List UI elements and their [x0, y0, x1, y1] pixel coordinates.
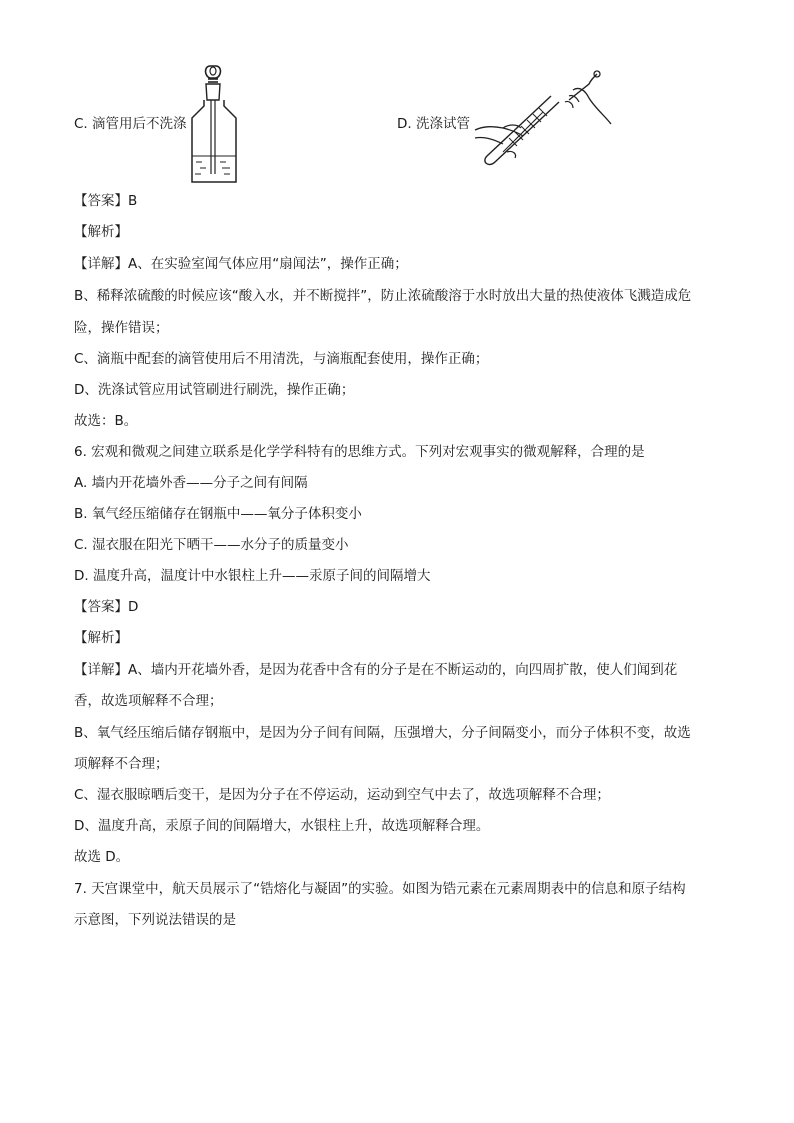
q5-detail-line-4: C、滴瓶中配套的滴管使用后不用清洗，与滴瓶配套使用，操作正确； [74, 351, 489, 367]
q6-answer: 【答案】D [74, 599, 139, 615]
q6-detail-line-1: 【详解】A、墙内开花墙外香，是因为花香中含有的分子是在不断运动的，向四周扩散，使人们闻到花 [74, 662, 678, 678]
q6-option-c: C. 湿衣服在阳光下晒干——水分子的质量变小 [74, 537, 349, 553]
q6-option-d: D. 温度升高，温度计中水银柱上升——汞原子间的间隔增大 [74, 568, 431, 584]
test-tube-washing-figure [473, 68, 613, 180]
q6-detail-line-5: C、湿衣服晾晒后变干，是因为分子在不停运动，运动到空气中去了，故选项解释不合理； [74, 787, 610, 803]
dropper-bottle-figure [186, 62, 246, 186]
q7-stem-line-2: 示意图，下列说法错误的是 [74, 912, 236, 928]
q5-analysis-label: 【解析】 [74, 224, 128, 240]
q6-conclusion: 故选 D。 [74, 849, 130, 865]
q6-detail-line-2: 香，故选项解释不合理； [74, 693, 223, 709]
option-d-label: D. 洗涤试管 [397, 116, 470, 132]
q7-stem-line-1: 7. 天宫课堂中，航天员展示了“锆熔化与凝固”的实验。如图为锆元素在元素周期表中的信息和原子结构 [74, 881, 686, 897]
q6-stem: 6. 宏观和微观之间建立联系是化学学科特有的思维方式。下列对宏观事实的微观解释，合理的是 [74, 444, 645, 460]
option-c-label: C. 滴管用后不洗涤 [74, 116, 187, 132]
q6-detail-line-6: D、温度升高，汞原子间的间隔增大，水银柱上升，故选项解释合理。 [74, 818, 490, 834]
q6-option-b: B. 氧气经压缩储存在钢瓶中——氧分子体积变小 [74, 506, 362, 522]
q5-detail-line-1: 【详解】A、在实验室闻气体应用“扇闻法”，操作正确； [74, 256, 408, 272]
q6-detail-line-3: B、氧气经压缩后储存钢瓶中，是因为分子间有间隔，压强增大，分子间隔变小，而分子体积不变，故选 [74, 725, 691, 741]
q5-detail-line-5: D、洗涤试管应用试管刷进行刷洗，操作正确； [74, 382, 355, 398]
q5-detail-line-3: 险，操作错误； [74, 320, 169, 336]
q6-analysis-label: 【解析】 [74, 630, 128, 646]
q6-detail-line-4: 项解释不合理； [74, 756, 169, 772]
q5-conclusion: 故选：B。 [74, 413, 138, 429]
q6-option-a: A. 墙内开花墙外香——分子之间有间隔 [74, 475, 308, 491]
q5-answer: 【答案】B [74, 193, 138, 209]
q5-detail-line-2: B、稀释浓硫酸的时候应该“酸入水，并不断搅拌”，防止浓硫酸溶于水时放出大量的热使液体飞溅造成危 [74, 288, 692, 304]
